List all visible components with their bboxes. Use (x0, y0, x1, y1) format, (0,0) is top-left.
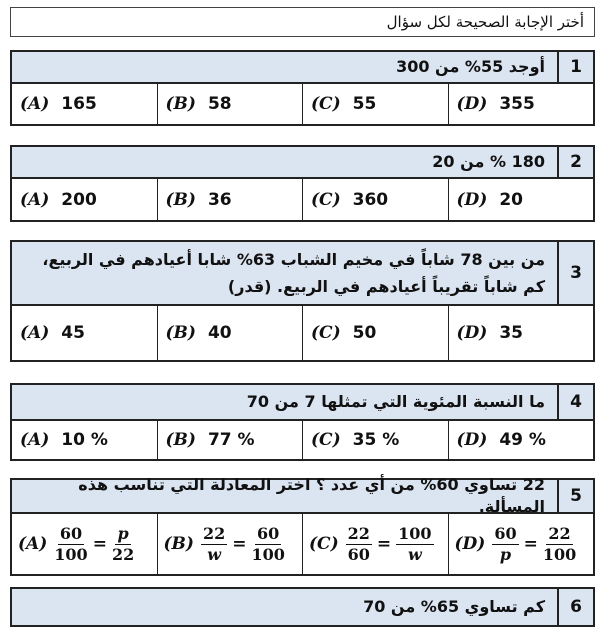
option-value: 50 (352, 323, 377, 343)
option-b[interactable] (158, 421, 304, 459)
question-text: ما النسبة المئوية التي تمثلها 7 من 70 (246, 392, 545, 411)
option-a[interactable] (12, 179, 158, 220)
option-value: 36 (207, 189, 232, 210)
equals-sign: = (523, 534, 538, 554)
option-label: (A) (20, 189, 50, 210)
numerator: 60 (257, 523, 280, 543)
instruction-header (10, 7, 595, 37)
question-header (10, 145, 595, 179)
option-label: (A) (18, 534, 48, 554)
option-d[interactable] (449, 421, 594, 459)
option-value: 35 % (352, 430, 400, 450)
option-label: (B) (165, 94, 196, 114)
fraction-left (346, 524, 372, 565)
option-c[interactable] (303, 514, 449, 574)
option-value: 360 (352, 189, 389, 210)
numerator: p (117, 523, 129, 543)
numerator: 22 (548, 523, 571, 543)
option-a[interactable] (12, 514, 158, 574)
option-label: (A) (20, 323, 50, 343)
question-number: 6 (557, 589, 593, 625)
numerator: 22 (202, 523, 226, 543)
option-value: 35 (499, 323, 524, 343)
option-label: (C) (311, 94, 341, 114)
option-value: 40 (207, 323, 232, 343)
option-label: (D) (456, 430, 488, 450)
denominator: w (207, 544, 221, 564)
denominator: 60 (347, 544, 370, 564)
option-value: 49 % (499, 430, 546, 450)
options-row (10, 306, 595, 362)
option-value: 20 (499, 189, 524, 210)
question-number: 5 (557, 480, 593, 512)
options-row (10, 421, 595, 461)
question-4 (10, 383, 595, 461)
option-a[interactable] (12, 421, 158, 459)
question-1 (10, 50, 595, 126)
fraction-right (543, 524, 576, 565)
option-value: 45 (61, 323, 85, 343)
fraction-right (251, 524, 284, 565)
options-row (10, 84, 595, 126)
fraction-left (201, 524, 227, 565)
option-label: (B) (165, 430, 196, 450)
option-label: (B) (165, 323, 196, 343)
question-header (10, 383, 595, 421)
numerator: 22 (347, 523, 370, 543)
option-label: (A) (20, 94, 50, 114)
option-label: (C) (311, 430, 341, 450)
option-d[interactable] (449, 306, 594, 360)
option-label: (C) (309, 534, 339, 554)
fraction-left (492, 524, 518, 565)
numerator: 100 (398, 523, 432, 543)
option-b[interactable] (158, 306, 304, 360)
question-header (10, 50, 595, 84)
question-text: كم تساوي 65% من 70 (363, 597, 545, 616)
option-b[interactable] (158, 179, 304, 220)
option-b[interactable] (158, 84, 304, 124)
question-header (10, 475, 595, 516)
equals-sign: = (232, 534, 247, 554)
option-label: (D) (454, 534, 486, 554)
option-label: (C) (311, 323, 341, 343)
option-label: (A) (20, 430, 50, 450)
option-d[interactable] (449, 179, 594, 220)
question-number: 3 (557, 242, 593, 304)
option-c[interactable] (303, 179, 449, 220)
denominator: w (407, 544, 422, 564)
option-c[interactable] (303, 306, 449, 360)
options-row (10, 179, 595, 222)
question-3 (10, 240, 595, 362)
numerator: 60 (59, 523, 83, 543)
option-value: 10 % (61, 430, 108, 450)
option-c[interactable] (303, 84, 449, 124)
option-value: 355 (499, 94, 535, 114)
fraction-right (396, 524, 433, 565)
equals-sign: = (92, 534, 107, 554)
option-d[interactable] (449, 84, 594, 124)
option-label: (D) (456, 94, 488, 114)
option-value: 200 (61, 189, 97, 210)
question-number: 4 (557, 385, 593, 419)
denominator: 100 (54, 544, 88, 564)
option-label: (D) (456, 323, 488, 343)
option-c[interactable] (303, 421, 449, 459)
fraction-right (112, 524, 134, 565)
denominator: 100 (542, 544, 577, 564)
denominator: 22 (111, 544, 135, 564)
numerator: 60 (494, 523, 517, 543)
option-label: (B) (165, 189, 196, 210)
question-6 (10, 587, 595, 627)
question-number: 2 (557, 147, 593, 177)
question-5 (10, 475, 595, 576)
option-b[interactable] (158, 514, 304, 574)
option-label: (B) (163, 534, 194, 554)
option-value: 55 (352, 94, 377, 114)
question-text: أوجد 55% من 300 (396, 57, 545, 76)
question-text: من بين 78 شاباً في مخيم الشباب 63% شابا أعيادهم في الربيع، كم شاباً تقريباً أعيادهم في الربيع. (قدر) (42, 250, 545, 296)
option-label: (C) (311, 189, 341, 210)
question-header (10, 240, 595, 306)
instruction-text: أختر الإجابة الصحيحة لكل سؤال (386, 13, 584, 31)
question-text: 22 تساوي 60% من أي عدد ؟ اختر المعادلة التي تناسب هذه المسألة. (78, 475, 545, 516)
option-label: (D) (456, 189, 488, 210)
option-a[interactable] (12, 84, 158, 124)
question-2 (10, 145, 595, 222)
option-value: 77 % (207, 430, 255, 450)
options-row (10, 514, 595, 576)
denominator: 100 (251, 544, 285, 564)
question-number: 1 (557, 52, 593, 82)
fraction-left (54, 524, 87, 565)
question-text: 180 % من 20 (432, 152, 545, 171)
equals-sign: = (376, 534, 392, 554)
option-a[interactable] (12, 306, 158, 360)
question-header (10, 587, 595, 627)
option-d[interactable] (449, 514, 594, 574)
denominator: p (499, 544, 512, 564)
option-value: 165 (61, 94, 97, 114)
option-value: 58 (207, 94, 232, 114)
